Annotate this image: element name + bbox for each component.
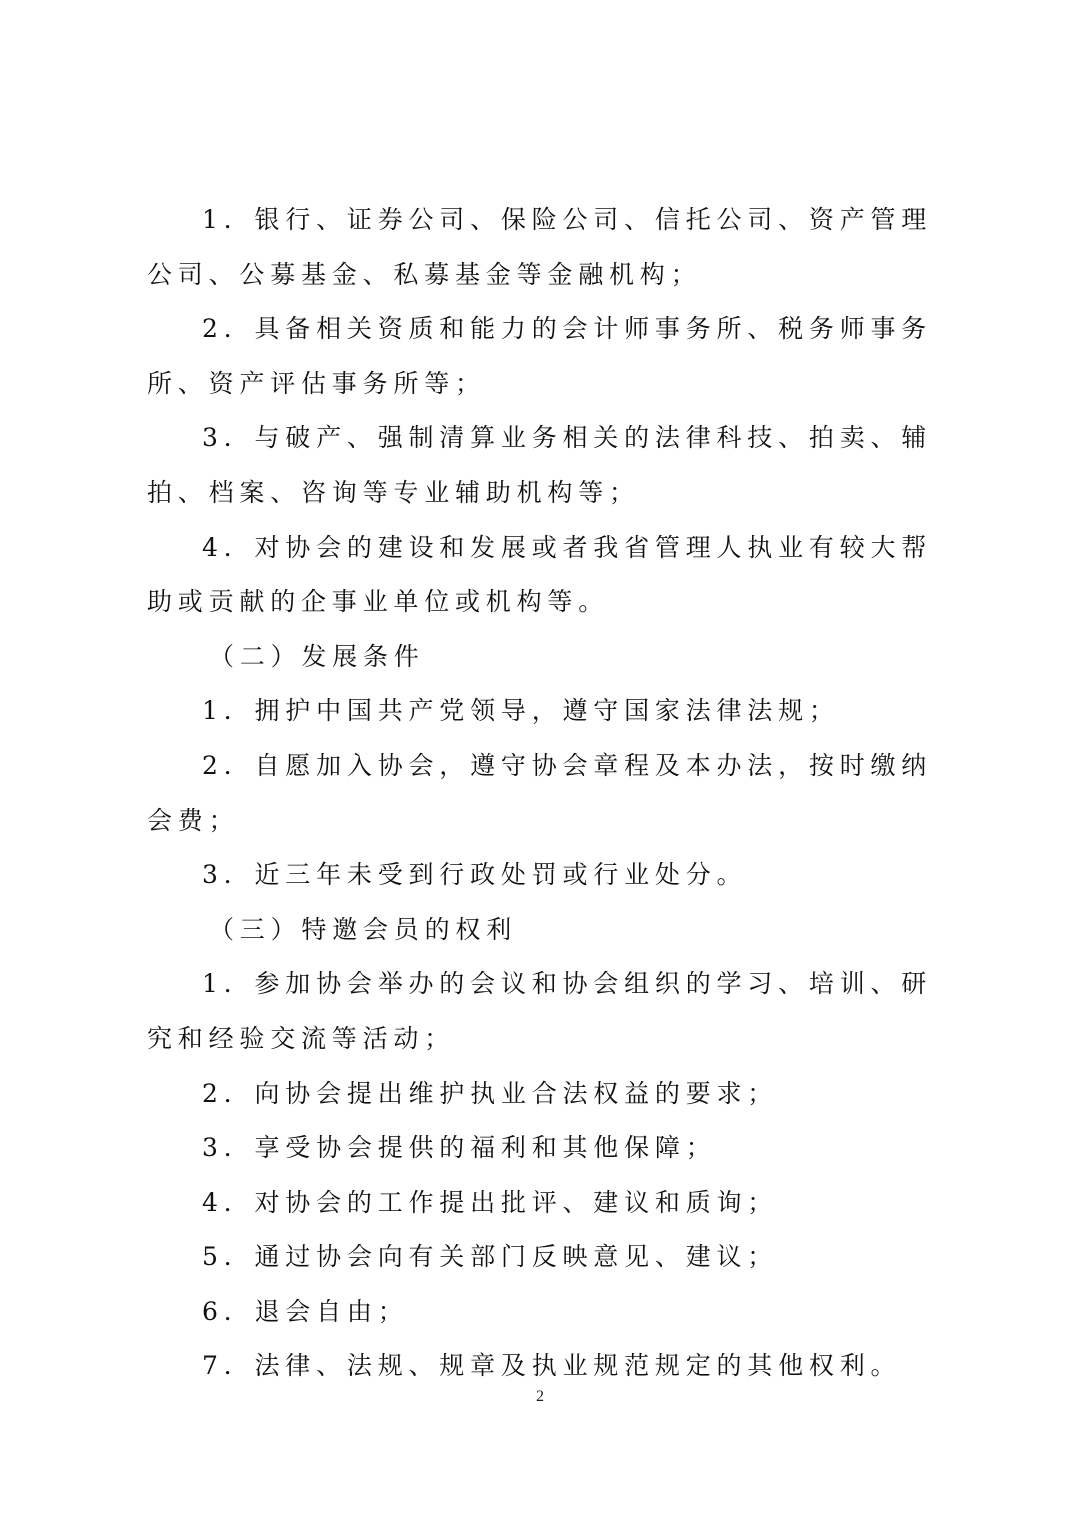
- list-item: 1．参加协会举办的会议和协会组织的学习、培训、研究和经验交流等活动；: [147, 969, 933, 1053]
- section-heading: （二）发展条件: [209, 641, 425, 671]
- list-item: 2．自愿加入协会，遵守协会章程及本办法，按时缴纳会费；: [147, 750, 933, 835]
- list-item: 3．近三年未受到行政处罚或行业处分。: [202, 860, 748, 890]
- list-item: 2．向协会提出维护执业合法权益的要求；: [202, 1078, 779, 1108]
- list-item: 5．通过协会向有关部门反映意见、建议；: [202, 1242, 779, 1272]
- list-item: 3．享受协会提供的福利和其他保障；: [202, 1133, 717, 1163]
- list-item: 2．具备相关资质和能力的会计师事务所、税务师事务所、资产评估事务所等；: [147, 314, 933, 398]
- list-item: 1．拥护中国共产党领导，遵守国家法律法规；: [202, 696, 840, 726]
- list-item: 4．对协会的工作提出批评、建议和质询；: [202, 1187, 779, 1217]
- list-item: 6．退会自由；: [202, 1296, 409, 1326]
- document-body: [147, 193, 947, 1394]
- section-heading: （三）特邀会员的权利: [209, 914, 518, 944]
- page-number: 2: [536, 1388, 544, 1405]
- list-item: 3．与破产、强制清算业务相关的法律科技、拍卖、辅拍、档案、咨询等专业辅助机构等；: [147, 423, 933, 507]
- list-item: 7．法律、法规、规章及执业规范规定的其他权利。: [202, 1351, 902, 1381]
- list-item: 1．银行、证券公司、保险公司、信托公司、资产管理公司、公募基金、私募基金等金融机构；: [147, 205, 933, 289]
- list-item: 4．对协会的建设和发展或者我省管理人执业有较大帮助或贡献的企事业单位或机构等。: [147, 532, 933, 617]
